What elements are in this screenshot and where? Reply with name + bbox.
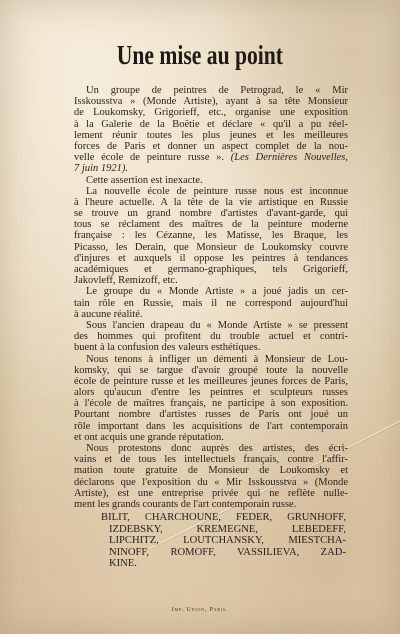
signature-line bbox=[101, 535, 346, 547]
text-line bbox=[74, 219, 348, 230]
line-text: vains et de tous les intellectuels français, contre l'affir- bbox=[74, 454, 348, 466]
italic-citation: 7 juin 1921). bbox=[74, 163, 128, 175]
line-text: Jakovleff, Remizoff, etc. bbox=[74, 275, 178, 287]
line-text: déclarons que l'exposition du « Mir Isskousstva » (Monde bbox=[74, 476, 348, 488]
line-text: tain rôle en Russie, mais il ne correspond aujourd'hui bbox=[74, 297, 348, 309]
text-line bbox=[74, 163, 348, 174]
line-text: buent à la confusion des valeurs esthétiques. bbox=[74, 342, 261, 354]
signature-line bbox=[101, 524, 346, 536]
line-text: Isskousstva » (Monde Artiste), ayant à sa tête Monsieur bbox=[74, 96, 348, 108]
line-text: Artiste), est une entreprise privée qui ne reflète nulle- bbox=[74, 487, 348, 499]
line-text: La nouvelle école de peinture russe nous est inconnue bbox=[86, 185, 348, 197]
line-text: Nous protestons donc auprès des artistes, des écri- bbox=[86, 443, 348, 454]
text-line bbox=[74, 208, 348, 219]
line-text: et ont acquis une grande réputation. bbox=[74, 431, 224, 443]
text-line bbox=[74, 387, 348, 398]
line-text: académiques et germano-graphiques, tels Grigorieff, bbox=[74, 264, 348, 275]
text-line bbox=[74, 298, 348, 309]
text-line bbox=[74, 421, 348, 432]
signature-line bbox=[101, 558, 346, 570]
text-line bbox=[74, 342, 348, 353]
page-title: Une mise au point bbox=[116, 40, 284, 70]
paragraph bbox=[74, 175, 348, 186]
text-line bbox=[74, 320, 348, 331]
line-text: mation toute gratuite de Monsieur de Loukomsky et bbox=[74, 465, 348, 477]
text-line bbox=[74, 454, 348, 465]
paragraph bbox=[74, 85, 348, 175]
paragraph bbox=[74, 286, 348, 320]
signature-names: LIPCHITZ, LOUTCHANSKY, MIESTCHA- bbox=[109, 535, 346, 546]
paragraph bbox=[74, 320, 348, 354]
text-line bbox=[74, 499, 348, 510]
line-text: Sous l'ancien drapeau du « Monde Artiste » se pressent bbox=[86, 319, 348, 331]
text-line bbox=[74, 85, 348, 96]
text-line bbox=[74, 242, 348, 253]
line-text: Un groupe de peintres de Petrograd, le « Mir bbox=[86, 85, 348, 96]
text-line bbox=[74, 175, 348, 186]
text-line bbox=[74, 119, 348, 130]
line-text: des hommes qui profitent du trouble actuel et contri- bbox=[74, 331, 348, 343]
line-text: française : les Cézanne, les Matisse, les Braque, les bbox=[74, 230, 348, 242]
line-text: de Loukomsky, Grigorieff, etc., organise une exposition bbox=[74, 107, 348, 119]
text-line bbox=[74, 465, 348, 476]
signature-line bbox=[101, 512, 346, 524]
signature-names: BILIT, CHARCHOUNE, FEDER, GRUNHOFF, bbox=[101, 512, 346, 523]
text-line bbox=[74, 96, 348, 107]
line-text: tous se réclament des maîtres de la peinture moderne bbox=[74, 219, 348, 231]
text-line bbox=[74, 331, 348, 342]
signature-line bbox=[101, 547, 346, 559]
line-text bbox=[74, 163, 128, 174]
signature-block bbox=[101, 512, 346, 570]
text-line bbox=[74, 488, 348, 499]
text-line bbox=[74, 354, 348, 365]
line-text: Picasso, les Derain, que Monsieur de Loukomsky couvre bbox=[74, 241, 348, 253]
line-text: se trouve un grand nombre d'artistes d'avant-garde, qui bbox=[74, 208, 348, 220]
paragraph bbox=[74, 186, 348, 287]
paragraph bbox=[74, 354, 348, 444]
line-text: à l'heure actuelle. A la tête de la vie artistique en Russie bbox=[74, 196, 348, 208]
text-line bbox=[74, 186, 348, 197]
line-text: à aucune réalité. bbox=[74, 308, 143, 320]
printer-imprint: Imp. Union, Paris. bbox=[171, 607, 229, 613]
line-text: école de peinture russe et les meilleures jeunes forces de Paris, bbox=[74, 375, 348, 387]
text-line bbox=[74, 443, 348, 454]
title-container bbox=[0, 39, 400, 71]
line-text: komsky, qui se targue d'avoir groupé toute la nouvelle bbox=[74, 364, 348, 376]
text-line bbox=[74, 253, 348, 264]
text-line bbox=[74, 286, 348, 297]
text-line bbox=[74, 409, 348, 420]
text-line bbox=[74, 230, 348, 241]
text-line bbox=[74, 264, 348, 275]
text-line bbox=[74, 477, 348, 488]
line-text: Pourtant nombre d'artistes russes de Paris ont joué un bbox=[74, 409, 348, 421]
signature-names: KINE. bbox=[109, 558, 137, 569]
line-text: Nous tenons à infliger un démenti à Monsieur de Lou- bbox=[86, 353, 348, 365]
text-line bbox=[74, 130, 348, 141]
line-text: Le groupe du « Monde Artiste » a joué jadis un cer- bbox=[86, 286, 348, 298]
line-text: lement réunir toutes les plus jeunes et les meilleures bbox=[74, 129, 348, 141]
text-line bbox=[74, 432, 348, 443]
line-text: à l'école de maîtres français, ne participe à son exposition. bbox=[74, 398, 348, 410]
line-text: Cette assertion est inexacte. bbox=[86, 174, 203, 186]
text-line bbox=[74, 141, 348, 152]
text-line bbox=[74, 309, 348, 320]
italic-citation: (Les Dernières Nouvelles, bbox=[230, 152, 348, 164]
line-text bbox=[74, 152, 348, 163]
text-line bbox=[74, 152, 348, 163]
document-body bbox=[74, 85, 348, 510]
signature-names: IZDEBSKY, KREMEGNE, LEBEDEFF, bbox=[109, 523, 346, 535]
line-text: ment les grands courants de l'art contemporain russe. bbox=[74, 498, 297, 510]
text-line bbox=[74, 107, 348, 118]
text-line bbox=[74, 376, 348, 387]
text-line bbox=[74, 365, 348, 376]
text-line bbox=[74, 275, 348, 286]
line-text: rôle important dans les acquisitions de l'art contemporain bbox=[74, 420, 348, 432]
line-segment: velle école de peinture russe ». bbox=[74, 152, 231, 164]
text-line bbox=[74, 398, 348, 409]
text-line bbox=[74, 197, 348, 208]
line-text: forces de Paris et donner un aspect complet de la nou- bbox=[74, 140, 348, 152]
line-text: à la Galerie de la Boëtie et déclare « qu'il a pu réel- bbox=[74, 118, 348, 130]
line-text: d'injures et auxquels il oppose les peintres à tendances bbox=[74, 252, 348, 264]
paragraph bbox=[74, 443, 348, 510]
signature-names: NINOFF, ROMOFF, VASSILIEVA, ZAD- bbox=[109, 546, 346, 558]
line-text: alors qu'aucun d'entre les peintres et sculpteurs russes bbox=[74, 387, 348, 399]
